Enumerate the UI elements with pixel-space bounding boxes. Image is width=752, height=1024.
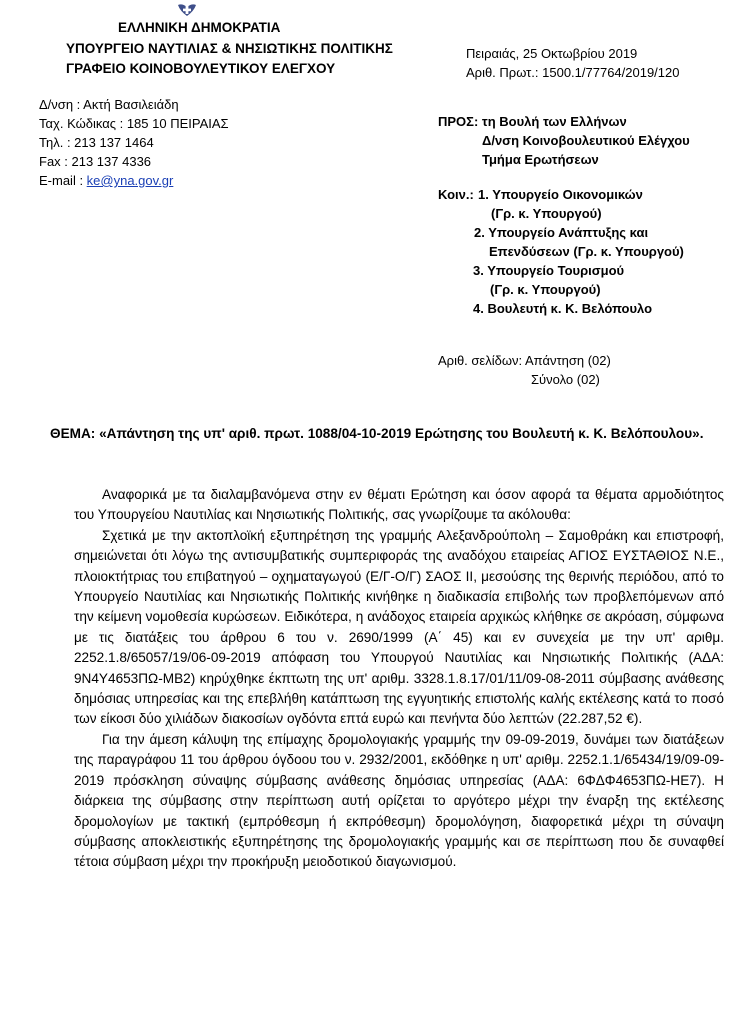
cc-item-3-office: (Γρ. κ. Υπουργού): [490, 282, 601, 297]
recipient-parliament: τη Βουλή των Ελλήνων: [478, 114, 627, 129]
pages-total: Σύνολο (02): [531, 372, 600, 387]
header-republic: ΕΛΛΗΝΙΚΗ ΔΗΜΟΚΡΑΤΙΑ: [118, 20, 281, 35]
recipient-directorate: Δ/νση Κοινοβουλευτικού Ελέγχου: [482, 133, 690, 148]
contact-fax: Fax : 213 137 4336: [39, 154, 152, 169]
header-office: ΓΡΑΦΕΙΟ ΚΟΙΝΟΒΟΥΛΕΥΤΙΚΟΥ ΕΛΕΓΧΟΥ: [66, 61, 336, 76]
body-paragraph-2: Σχετικά με την ακτοπλοϊκή εξυπηρέτηση της γραμμής Αλεξανδρούπολη – Σαμοθράκη και επιστροφή, σημειώνεται ότι λόγω της αντισυμβατικής συμπεριφοράς της αναδόχου εταιρείας ΑΓΙΟΣ ΕΥΣΤΑΘΙΟΣ Ν.Ε., πλοιοκτήτριας του επιβατηγού – οχηματαγωγού (Ε/Γ-Ο/Γ) ΣΑΟΣ ΙΙ, μεσούσης της θερινής περιόδου, από το Υπουργείο Ναυτιλίας και Νησιωτικής Πολιτικής κινήθηκε η διαδικασία επιβολής των προβλεπόμενων από την κείμενη νομοθεσία κυρώσεων. Ειδικότερα, η ανάδοχος εταιρεία αρχικώς κλήθηκε σε ακρόαση, σύμφωνα με τις διατάξεις του άρθρου 6 του ν. 2690/1999 (Α΄ 45) και εν συνεχεία με την υπ' αριθμ. 2252.1.8/65057/19/06-09-2019 απόφαση του Υπουργού Ναυτιλίας και Νησιωτικής Πολιτικής (ΑΔΑ: 9Ν4Υ4653ΠΩ-ΜΒ2) κηρύχθηκε έκπτωτη της υπ' αριθμ. 3328.1.8.17/01/11/09-08-2011 σύμβασης ανάθεσης δημόσιας υπηρεσίας και της επεβλήθη κατάπτωση της εγγυητικής επιστολής καλής εκτέλεσης κατά το ποσό των είκοσι δύο χιλιάδων διακοσίων ογδόντα επτά ευρώ και πενήντα δύο λεπτών (22.287,52 €).: [74, 527, 724, 727]
protocol-number: Αριθ. Πρωτ.: 1500.1/77764/2019/120: [466, 65, 680, 80]
contact-email-line: [39, 171, 173, 190]
cc-item-2-office: Επενδύσεων (Γρ. κ. Υπουργού): [489, 244, 684, 259]
contact-phone: Τηλ. : 213 137 1464: [39, 135, 154, 150]
email-link[interactable]: ke@yna.gov.gr: [86, 173, 174, 188]
cc-item-4: 4. Βουλευτή κ. Κ. Βελόπουλο: [473, 301, 653, 316]
document-subject: ΘΕΜΑ: «Απάντηση της υπ' αριθ. πρωτ. 1088/04-10-2019 Ερώτησης του Βουλευτή κ. Κ. Βελόπουλου».: [50, 426, 704, 441]
pages-answer: Αριθ. σελίδων: Απάντηση (02): [438, 353, 611, 368]
body-paragraph-3: Για την άμεση κάλυψη της επίμαχης δρομολογιακής γραμμής την 09-09-2019, δυνάμει των διατάξεων της παραγράφου 11 του άρθρου όγδοου του ν. 2932/2001, εκδόθηκε η υπ' αριθμ. 2252.1.1/65434/19/09-09-2019 πρόσκληση σύναψης σύμβασης ανάθεσης δημόσιας υπηρεσίας (ΑΔΑ: 6ΦΔΦ4653ΠΩ-ΗΕ7). Η διάρκεια της σύμβασης στην περίπτωση αυτή ορίζεται το αργότερο μέχρι την έναρξη της εκτέλεσης δρομολογίων με τακτική (εμπρόθεσμη ή εκπρόθεσμη) δρομολόγηση, διαφορετικά μέχρι τη σύναψη σύμβασης αποκλειστικής εξυπηρέτησης της δρομολογιακής γραμμής και σε περίπτωση που δε συναφθεί τέτοια σύμβαση μέχρι την προκήρυξη μειοδοτικού διαγωνισμού.: [74, 731, 724, 870]
body-paragraph-1: Αναφορικά με τα διαλαμβανόμενα στην εν θέματι Ερώτηση και όσον αφορά τα θέματα αρμοδιότητος του Υπουργείου Ναυτιλίας και Νησιωτικής Πολιτικής, σας γνωρίζουμε τα ακόλουθα:: [74, 487, 724, 523]
greek-emblem-icon: [176, 3, 198, 17]
cc-label: Κοιν.:: [438, 187, 474, 202]
cc-item-1-office: (Γρ. κ. Υπουργού): [491, 206, 602, 221]
contact-director: Δ/νση : Ακτή Βασιλειάδη: [39, 97, 179, 112]
cc-item-1: 1. Υπουργείο Οικονομικών: [478, 187, 643, 202]
cc-item-3: 3. Υπουργείο Τουρισμού: [473, 263, 625, 278]
recipient-to: [438, 112, 627, 131]
recipient-department: Τμήμα Ερωτήσεων: [482, 152, 599, 167]
contact-postal-code: Ταχ. Κώδικας : 185 10 ΠΕΙΡΑΙΑΣ: [39, 116, 229, 131]
document-body: [74, 485, 724, 873]
email-label: E-mail :: [39, 173, 87, 188]
document-date: Πειραιάς, 25 Οκτωβρίου 2019: [466, 46, 638, 61]
cc-item-2: 2. Υπουργείο Ανάπτυξης και: [474, 225, 649, 240]
header-ministry: ΥΠΟΥΡΓΕΙΟ ΝΑΥΤΙΛΙΑΣ & ΝΗΣΙΩΤΙΚΗΣ ΠΟΛΙΤΙΚΗΣ: [66, 41, 393, 56]
recipient-label: ΠΡΟΣ:: [438, 114, 479, 129]
